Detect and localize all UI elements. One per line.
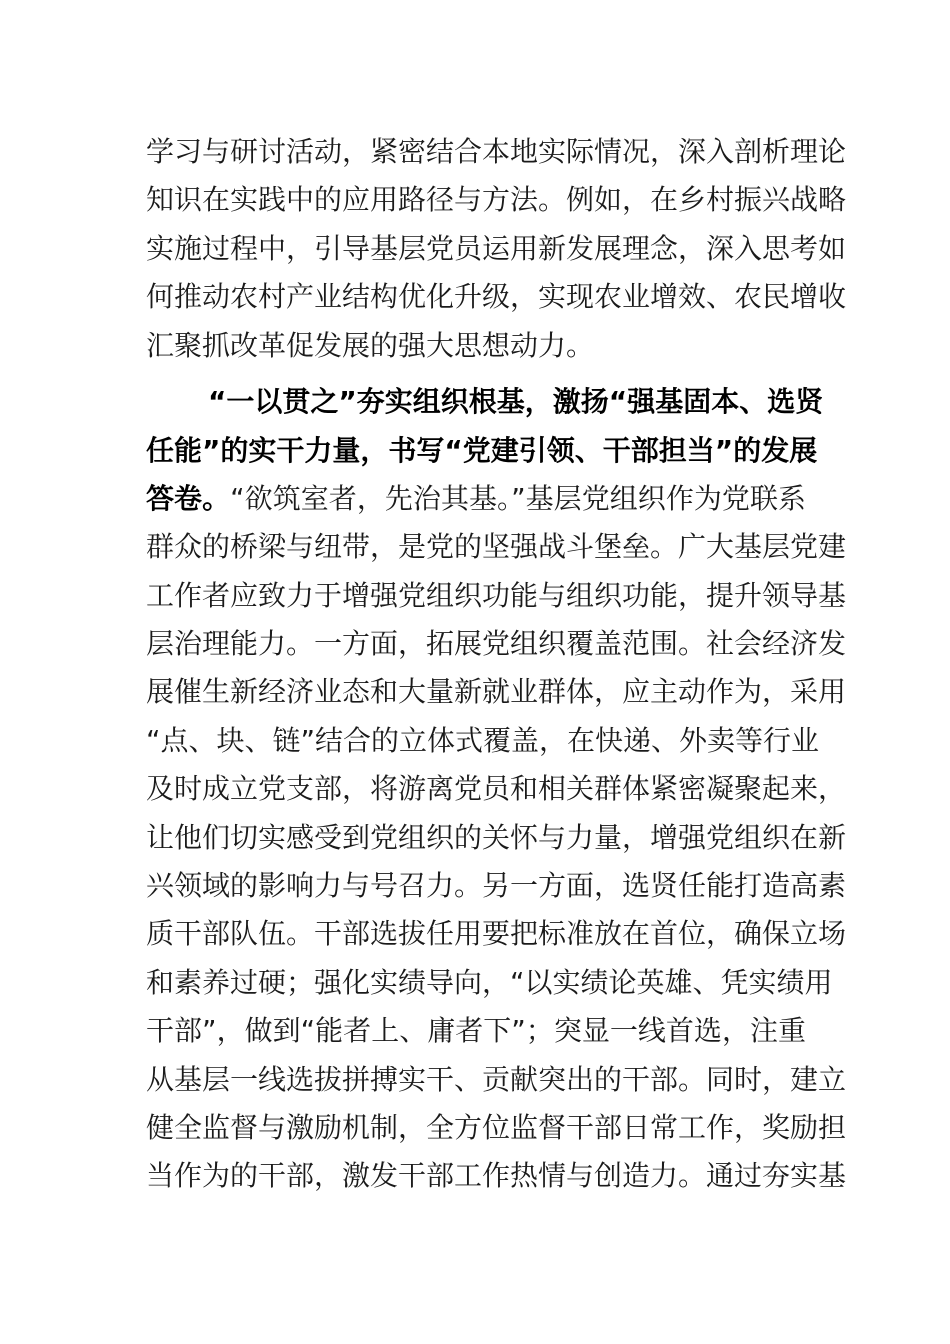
paragraph-line: 汇聚抓改革促发展的强大思想动力。 bbox=[146, 329, 595, 362]
paragraph-line: 层治理能力。一方面，拓展党组织覆盖范围。社会经济发 bbox=[146, 627, 847, 660]
paragraph-line-text: “欲筑室者，先治其基。”基层党组织作为党联系 bbox=[230, 482, 806, 515]
paragraph-line: 兴领域的影响力与号召力。另一方面，选贤任能打造高素 bbox=[146, 869, 847, 902]
paragraph-line: 实施过程中，引导基层党员运用新发展理念，深入思考如 bbox=[146, 232, 847, 265]
paragraph-line: 知识在实践中的应用路径与方法。例如，在乡村振兴战略 bbox=[146, 183, 847, 216]
section-heading-tail: 答卷。 bbox=[146, 482, 231, 515]
paragraph-line: 群众的桥梁与纽带，是党的坚强战斗堡垒。广大基层党建 bbox=[146, 530, 847, 563]
paragraph-line: 工作者应致力于增强党组织功能与组织功能，提升领导基 bbox=[146, 579, 847, 612]
paragraph-line: 展催生新经济业态和大量新就业群体，应主动作为，采用 bbox=[146, 675, 847, 708]
paragraph-line: 何推动农村产业结构优化升级，实现农业增效、农民增收 bbox=[146, 280, 847, 313]
paragraph-line: 质干部队伍。干部选拔任用要把标准放在首位，确保立场 bbox=[146, 917, 847, 950]
mixed-line bbox=[146, 479, 806, 519]
paragraph-line: 健全监督与激励机制，全方位监督干部日常工作，奖励担 bbox=[146, 1111, 847, 1144]
paragraph-line: 学习与研讨活动，紧密结合本地实际情况，深入剖析理论 bbox=[146, 135, 847, 168]
paragraph-line: 让他们切实感受到党组织的关怀与力量，增强党组织在新 bbox=[146, 821, 847, 854]
paragraph-line: “点、块、链”结合的立体式覆盖，在快递、外卖等行业 bbox=[146, 724, 820, 757]
paragraph-line: 当作为的干部，激发干部工作热情与创造力。通过夯实基 bbox=[146, 1159, 847, 1192]
paragraph-line: 和素养过硬；强化实绩导向，“以实绩论英雄、凭实绩用 bbox=[146, 966, 833, 999]
section-heading-line: “一以贯之”夯实组织根基，激扬“强基固本、选贤 bbox=[208, 385, 824, 418]
paragraph-line: 干部”，做到“能者上、庸者下”；突显一线首选，注重 bbox=[146, 1014, 806, 1047]
paragraph-line: 及时成立党支部，将游离党员和相关群体紧密凝聚起来， bbox=[146, 772, 847, 805]
paragraph-line: 从基层一线选拔拼搏实干、贡献突出的干部。同时，建立 bbox=[146, 1063, 847, 1096]
section-heading-line: 任能”的实干力量，书写“党建引领、干部担当”的发展 bbox=[146, 434, 818, 467]
